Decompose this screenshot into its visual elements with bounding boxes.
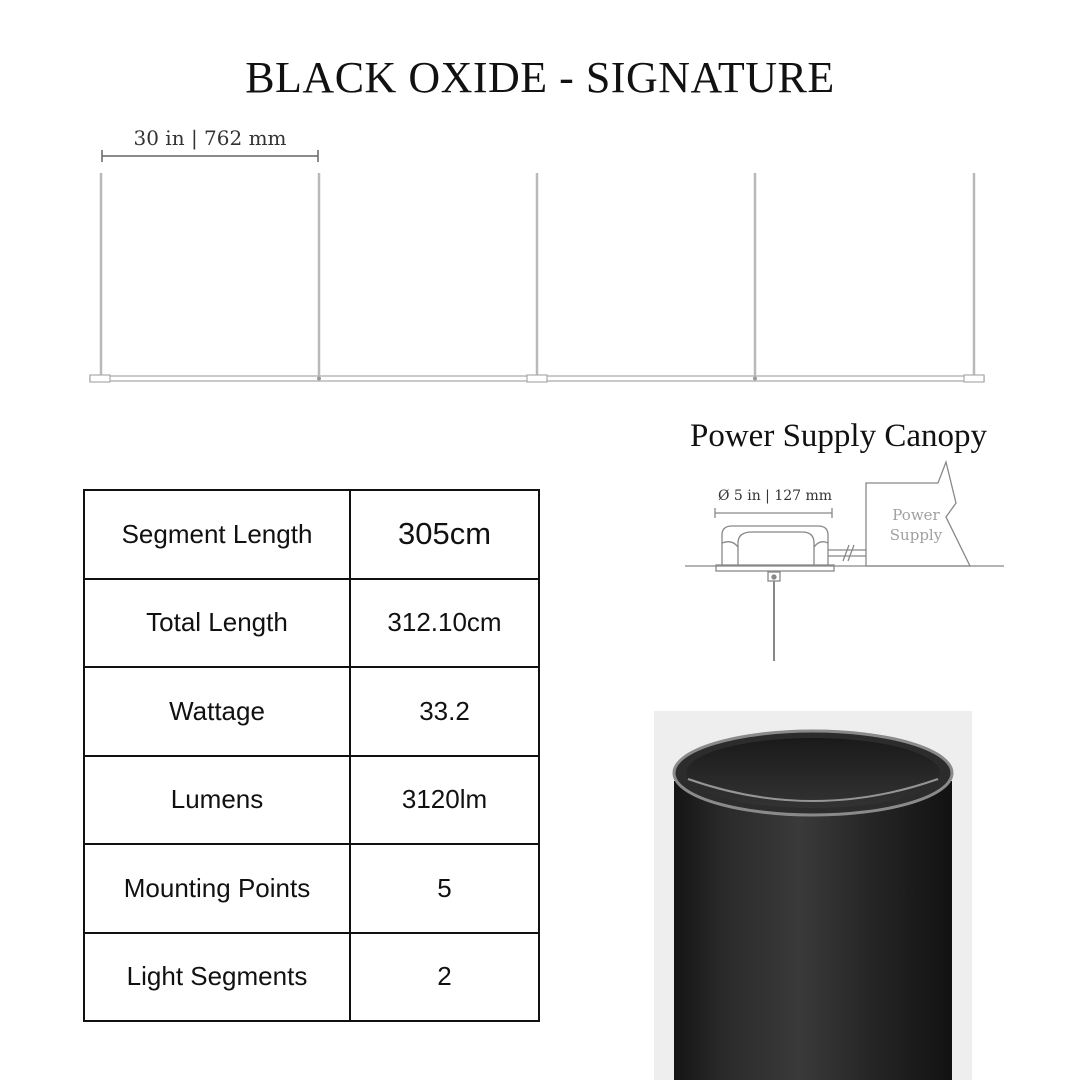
specs-table [83,489,540,1022]
end-cap [90,375,110,382]
table-row [84,490,539,579]
spec-value: 5 [350,844,539,933]
spec-value: 33.2 [350,667,539,756]
power-supply-label: Power Supply [889,506,943,544]
spec-value: 305cm [350,490,539,579]
fixture-elevation-diagram [0,0,1080,420]
spec-label: Segment Length [84,490,350,579]
page-title: BLACK OXIDE - SIGNATURE [245,53,835,102]
table-row [84,933,539,1022]
canopy-title: Power Supply Canopy [690,418,987,454]
black-oxide-tube-illustration [654,711,972,1080]
canopy-diameter-label: Ø 5 in | 127 mm [717,488,833,504]
end-cap [964,375,984,382]
spec-label: Lumens [84,756,350,845]
spec-label: Light Segments [84,933,350,1022]
span-dimension-line [102,150,318,162]
table-row [84,756,539,845]
mount-point [317,377,321,381]
spec-value: 312.10cm [350,579,539,668]
joint-connector [527,375,547,382]
spec-label: Total Length [84,579,350,668]
spec-label: Wattage [84,667,350,756]
spec-value: 3120lm [350,756,539,845]
span-dimension-label: 30 in | 762 mm [133,126,287,150]
spec-value: 2 [350,933,539,1022]
table-row [84,579,539,668]
mount-point [753,377,757,381]
table-row [84,844,539,933]
spec-label: Mounting Points [84,844,350,933]
finish-sample-image [654,711,972,1080]
table-row [84,667,539,756]
